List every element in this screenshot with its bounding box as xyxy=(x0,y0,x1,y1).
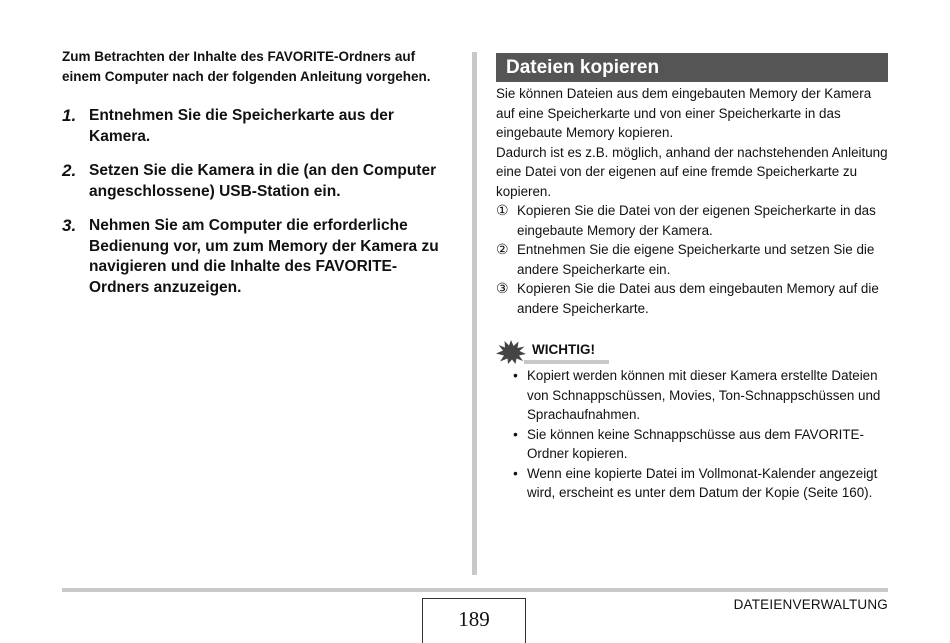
footer-section-label: DATEIENVERWALTUNG xyxy=(733,597,888,612)
list-item xyxy=(496,279,888,318)
circled-number: ③ xyxy=(496,280,509,296)
circled-number: ② xyxy=(496,241,509,257)
step-3 xyxy=(62,216,457,298)
list-item-text: Kopieren Sie die Datei von der eigenen Speicherkarte in das eingebaute Memory der Kamera. xyxy=(517,203,876,238)
note-header xyxy=(496,340,888,364)
list-item xyxy=(496,240,888,279)
step-number: 2. xyxy=(62,161,77,180)
step-2 xyxy=(62,161,457,202)
step-text: Setzen Sie die Kamera in die (an den Computer angeschlossene) USB-Station ein. xyxy=(89,162,437,200)
right-column xyxy=(496,53,888,503)
bullet-text: Wenn eine kopierte Datei im Vollmonat-Kalender angezeigt wird, erscheint es unter dem Datum der Kopie (Seite 160). xyxy=(527,465,878,500)
page-number: 189 xyxy=(422,598,526,643)
step-text: Entnehmen Sie die Speicherkarte aus der Kamera. xyxy=(89,107,394,145)
bullet-item xyxy=(496,366,888,425)
left-column xyxy=(62,47,457,298)
bullet-dot-icon: • xyxy=(513,368,518,383)
note-label: WICHTIG! xyxy=(524,341,609,364)
list-item-text: Entnehmen Sie die eigene Speicherkarte und setzen Sie die andere Speicherkarte ein. xyxy=(517,242,875,277)
intro-text: Zum Betrachten der Inhalte des FAVORITE-Ordners auf einem Computer nach der folgenden Anleitung vorgehen. xyxy=(62,49,431,84)
list-item-text: Kopieren Sie die Datei aus dem eingebauten Memory auf die andere Speicherkarte. xyxy=(517,281,879,316)
bullet-dot-icon: • xyxy=(513,426,518,442)
column-divider xyxy=(472,52,477,575)
bullet-item xyxy=(496,464,888,503)
step-text: Nehmen Sie am Computer die erforderliche Bedienung vor, um zum Memory der Kamera zu navigieren und die Inhalte des FAVORITE-Ordners anzuzeigen. xyxy=(89,217,439,296)
bullet-item xyxy=(496,425,888,464)
bullet-dot-icon: • xyxy=(513,465,518,481)
numbered-list xyxy=(496,201,888,318)
paragraph-2: Dadurch ist es z.B. möglich, anhand der nachstehenden Anleitung eine Datei von der eigenen auf eine fremde Speicherkarte zu kopieren. xyxy=(496,144,888,199)
list-item xyxy=(496,201,888,240)
step-1 xyxy=(62,106,457,147)
circled-number: ① xyxy=(496,202,509,218)
paragraph-1: Sie können Dateien aus dem eingebauten Memory der Kamera auf eine Speicherkarte und von einer Speicherkarte in das eingebaute Memory kopieren. xyxy=(496,86,872,140)
bullet-text: Sie können keine Schnappschüsse aus dem FAVORITE-Ordner kopieren. xyxy=(527,426,864,461)
important-note xyxy=(496,340,888,503)
step-number: 1. xyxy=(62,106,77,125)
bullet-text: Kopiert werden können mit dieser Kamera erstellte Dateien von Schnappschüssen, Movies, Ton-Schnappschüssen und Sprachaufnahmen. xyxy=(527,368,881,422)
step-number: 3. xyxy=(62,216,77,235)
footer-divider xyxy=(62,588,888,592)
note-bullets xyxy=(496,366,888,503)
section-title: Dateien kopieren xyxy=(496,53,888,82)
burst-warning-icon xyxy=(496,340,526,364)
